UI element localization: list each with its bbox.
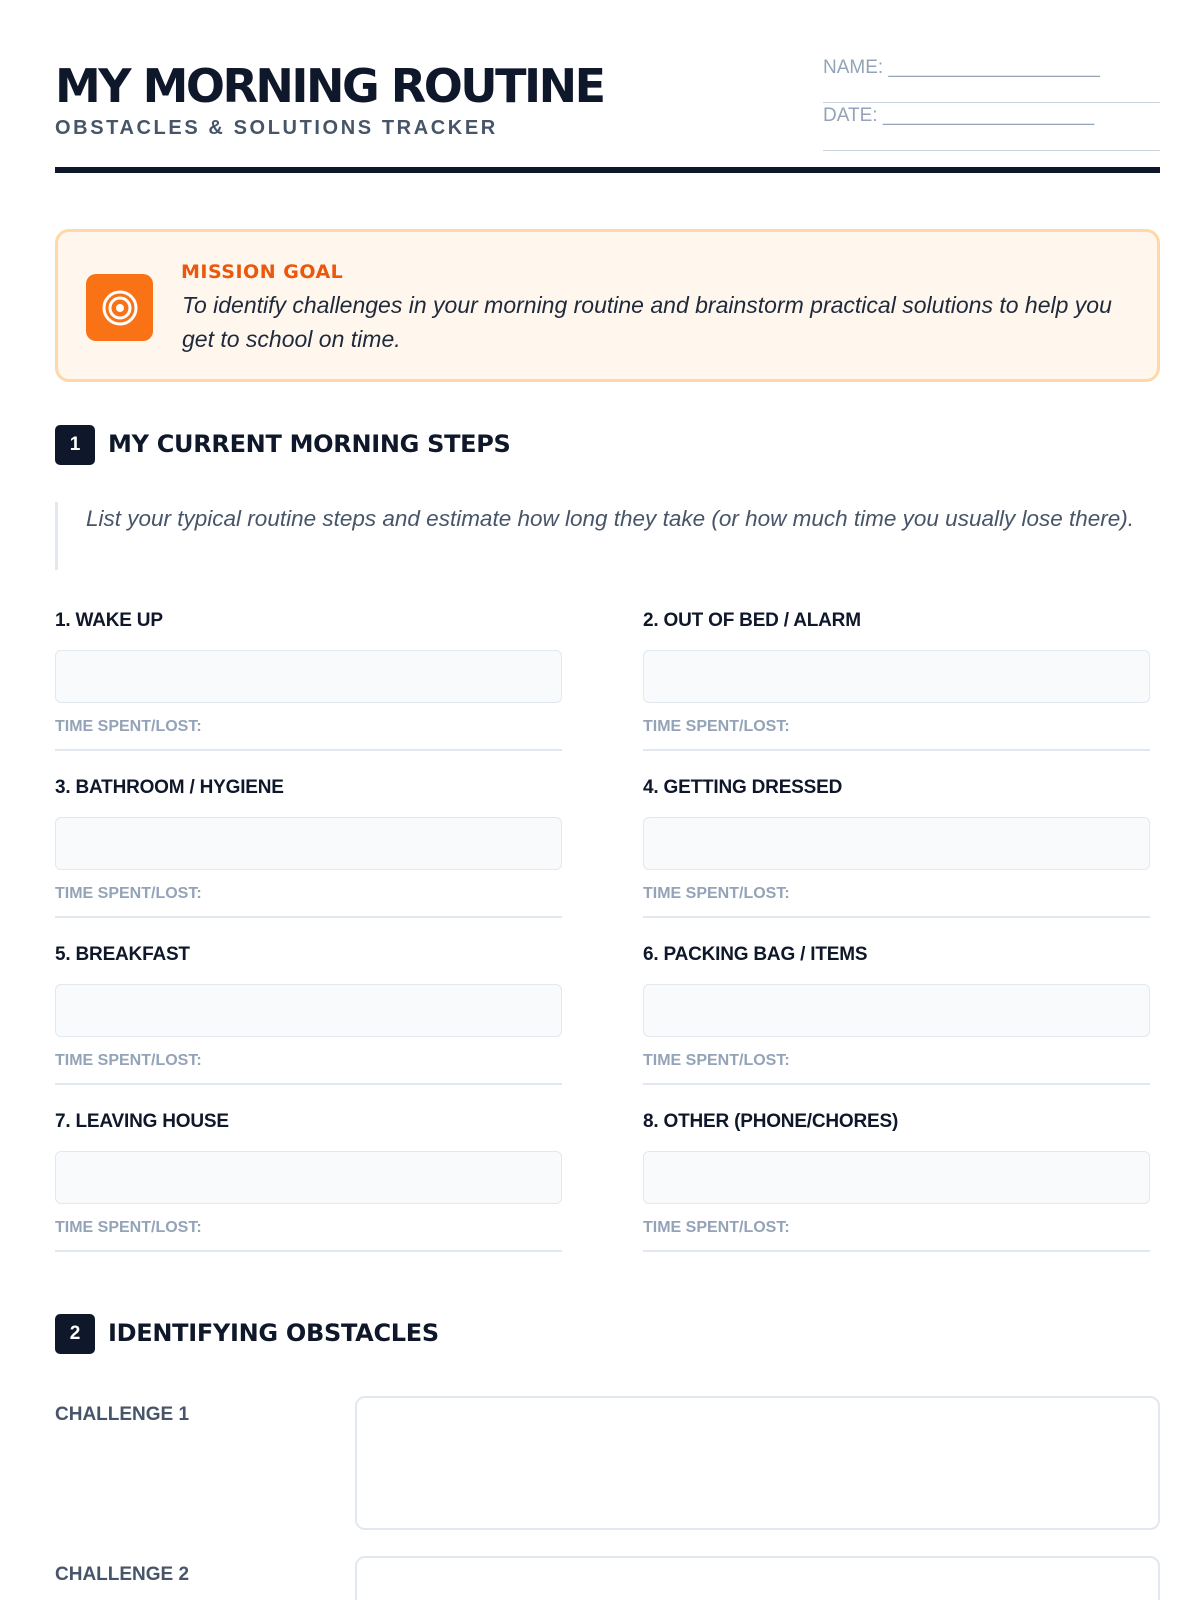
step-packing-bag [643,944,1150,1086]
step-breakfast [55,944,562,1086]
time-spent-label: TIME SPENT/LOST: [55,1219,202,1236]
target-icon [86,274,153,341]
date-field[interactable] [823,103,1160,151]
challenge-input[interactable] [355,1396,1160,1530]
page-subtitle: OBSTACLES & SOLUTIONS TRACKER [55,117,498,139]
worksheet-header [55,55,1160,175]
step-label: 7. LEAVING HOUSE [55,1111,229,1132]
time-spent-line[interactable] [55,916,562,918]
date-label: DATE: ____________________ [823,105,1095,126]
step-input[interactable] [643,650,1150,703]
time-spent-label: TIME SPENT/LOST: [55,1052,202,1069]
time-spent-line[interactable] [55,749,562,751]
time-spent-label: TIME SPENT/LOST: [55,718,202,735]
time-spent-line[interactable] [643,1083,1150,1085]
time-spent-label: TIME SPENT/LOST: [643,1219,790,1236]
meta-fields [823,55,1160,151]
time-spent-line[interactable] [55,1083,562,1085]
step-input[interactable] [55,650,562,703]
time-spent-label: TIME SPENT/LOST: [643,885,790,902]
time-spent-line[interactable] [643,1250,1150,1252]
step-input[interactable] [55,1151,562,1204]
step-bathroom [55,777,562,919]
section-2-number: 2 [55,1314,95,1354]
step-input[interactable] [55,984,562,1037]
step-getting-dressed [643,777,1150,919]
challenge-1 [55,1396,1160,1530]
mission-goal-card [55,229,1160,382]
step-label: 1. WAKE UP [55,610,163,631]
section-1-title: MY CURRENT MORNING STEPS [108,430,511,458]
step-input[interactable] [55,817,562,870]
step-input[interactable] [643,984,1150,1037]
step-label: 2. OUT OF BED / ALARM [643,610,861,631]
challenge-label: CHALLENGE 2 [55,1564,190,1585]
page-title: MY MORNING ROUTINE [55,59,604,113]
time-spent-line[interactable] [55,1250,562,1252]
name-field[interactable] [823,55,1160,103]
challenge-input[interactable] [355,1556,1160,1600]
time-spent-label: TIME SPENT/LOST: [643,1052,790,1069]
section-1-instructions: List your typical routine steps and estimate how long they take (or how much time you usually lose there). [55,502,1160,570]
step-label: 3. BATHROOM / HYGIENE [55,777,284,798]
step-other [643,1111,1150,1253]
name-label: NAME: ____________________ [823,57,1100,78]
section-1-number: 1 [55,425,95,465]
challenge-2 [55,1556,1160,1600]
time-spent-line[interactable] [643,749,1150,751]
step-label: 8. OTHER (PHONE/CHORES) [643,1111,899,1132]
time-spent-label: TIME SPENT/LOST: [643,718,790,735]
mission-label: MISSION GOAL [181,261,344,283]
header-divider [55,167,1160,173]
step-out-of-bed [643,610,1150,752]
mission-text: To identify challenges in your morning routine and brainstorm practical solutions to help you get to school on time. [182,292,1112,352]
step-wake-up [55,610,562,752]
step-label: 4. GETTING DRESSED [643,777,843,798]
section-2-heading [55,1314,955,1354]
time-spent-line[interactable] [643,916,1150,918]
time-spent-label: TIME SPENT/LOST: [55,885,202,902]
challenge-label: CHALLENGE 1 [55,1404,190,1425]
step-input[interactable] [643,817,1150,870]
section-2-title: IDENTIFYING OBSTACLES [108,1319,439,1347]
step-input[interactable] [643,1151,1150,1204]
section-1-heading [55,425,955,465]
step-label: 6. PACKING BAG / ITEMS [643,944,868,965]
step-label: 5. BREAKFAST [55,944,190,965]
step-leaving-house [55,1111,562,1253]
